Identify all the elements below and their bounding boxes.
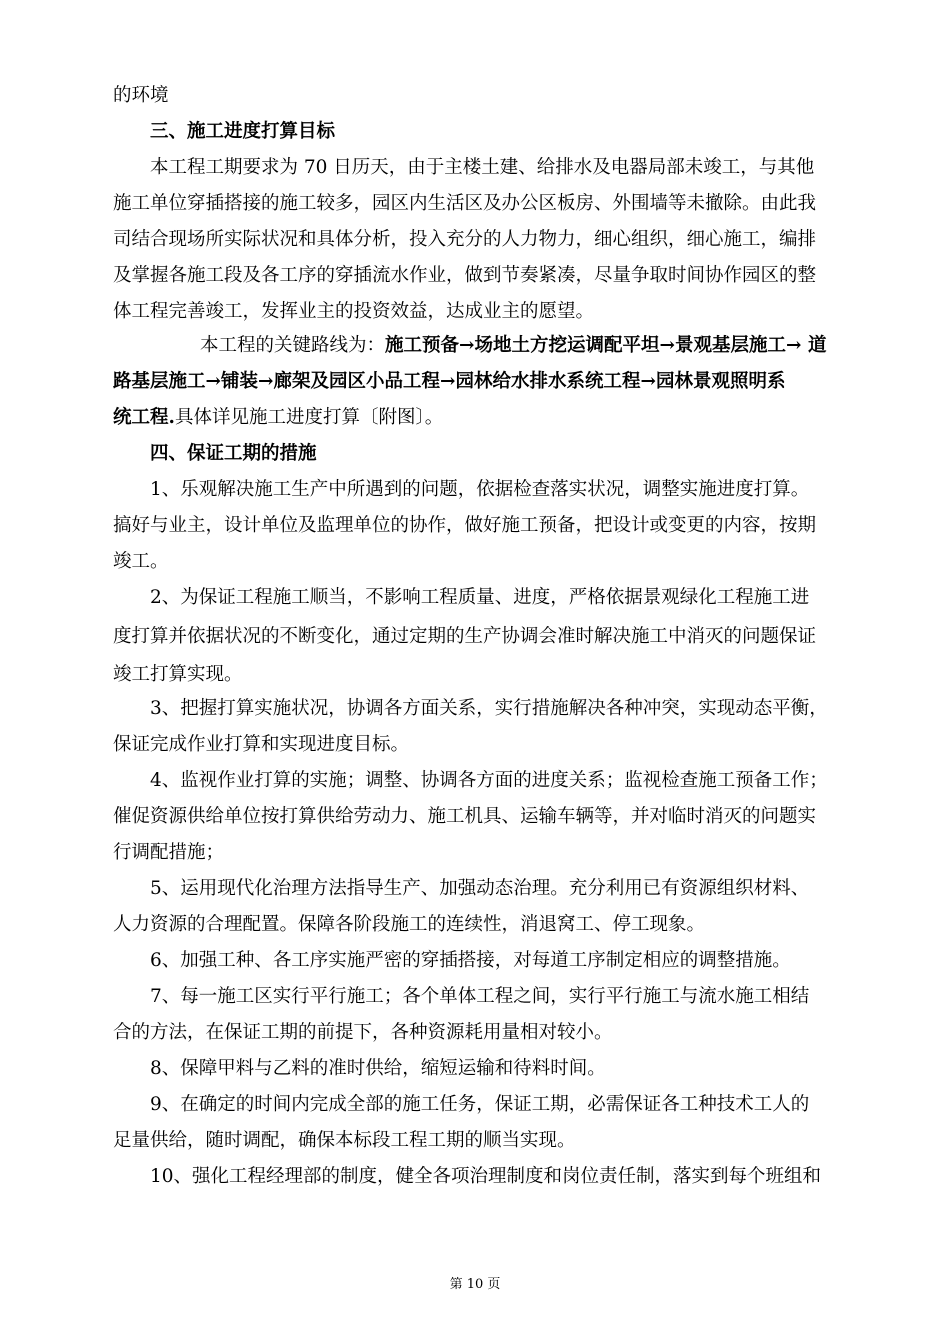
text-line: 3、把握打算实施状况，协调各方面关系，实行措施解决各种冲突，实现动态平衡， [150, 698, 828, 719]
section-heading: 三、施工进度打算目标 [150, 121, 336, 142]
text-line: 9、在确定的时间内完成全部的施工任务，保证工期，必需保证各工种技术工人的 [150, 1094, 810, 1115]
text-line: 竣工打算实现。 [113, 664, 243, 685]
text-line: 体工程完善竣工，发挥业主的投资效益，达成业主的愿望。 [113, 301, 595, 322]
text-line: 竣工。 [113, 551, 169, 572]
text-line: 7、每一施工区实行平行施工；各个单体工程之间，实行平行施工与流水施工相结 [150, 986, 810, 1007]
text-line: 行调配措施； [113, 842, 225, 863]
text-line: 2、为保证工程施工顺当，不影响工程质量、进度，严格依据景观绿化工程施工进 [150, 587, 810, 608]
key-path-bold: 施工预备→场地土方挖运调配平坦→景观基层施工→ 道 [385, 335, 827, 356]
key-path-line: 路基层施工→铺装→廊架及园区小品工程→园林给水排水系统工程→园林景观照明系 [113, 371, 786, 392]
text-line: 合的方法，在保证工期的前提下，各种资源耗用量相对较小。 [113, 1022, 613, 1043]
text-line: 本工程工期要求为 70 日历天，由于主楼土建、给排水及电器局部未竣工，与其他 [150, 157, 815, 178]
text-line: 度打算并依据状况的不断变化，通过定期的生产协调会准时解决施工中消灭的问题保证 [113, 626, 817, 647]
text-line: 1、乐观解决施工生产中所遇到的问题，依据检查落实状况，调整实施进度打算。 [150, 479, 810, 500]
key-path-line [113, 406, 443, 430]
text-line: 4、监视作业打算的实施；调整、协调各方面的进度关系；监视检查施工预备工作； [150, 770, 828, 791]
key-path-prefix: 本工程的关键路线为： [200, 335, 386, 356]
key-path-bold-end: 统工程. [113, 407, 175, 428]
text-line: 司结合现场所实际状况和具体分析，投入充分的人力物力，细心组织，细心施工，编排 [113, 229, 817, 250]
text-line: 10、强化工程经理部的制度，健全各项治理制度和岗位责任制，落实到每个班组和 [150, 1166, 822, 1187]
text-line: 8、保障甲料与乙料的准时供给，缩短运输和待料时间。 [150, 1058, 606, 1079]
text-line: 催促资源供给单位按打算供给劳动力、施工机具、运输车辆等，并对临时消灭的问题实 [113, 806, 817, 827]
text-line: 搞好与业主，设计单位及监理单位的协作，做好施工预备，把设计或变更的内容，按期 [113, 515, 817, 536]
text-line: 人力资源的合理配置。保障各阶段施工的连续性，消退窝工、停工现象。 [113, 914, 706, 935]
text-line: 的环境 [113, 85, 169, 106]
text-line: 5、运用现代化治理方法指导生产、加强动态治理。充分利用已有资源组织材料、 [150, 878, 810, 899]
text-line: 足量供给，随时调配，确保本标段工程工期的顺当实现。 [113, 1130, 576, 1151]
text-span: 具体详见施工进度打算〔附图〕。 [174, 407, 444, 428]
section-heading: 四、保证工期的措施 [150, 443, 317, 464]
text-line: 施工单位穿插搭接的施工较多，园区内生活区及办公区板房、外围墙等未撤除。由此我 [113, 193, 817, 214]
text-line: 及掌握各施工段及各工序的穿插流水作业，做到节奏紧凑，尽量争取时间协作园区的整 [113, 265, 817, 286]
text-line: 6、加强工种、各工序实施严密的穿插搭接，对每道工序制定相应的调整措施。 [150, 950, 791, 971]
page-number: 第 10 页 [449, 1277, 501, 1292]
text-line: 保证完成作业打算和实现进度目标。 [113, 734, 410, 755]
key-path-line [200, 334, 826, 358]
